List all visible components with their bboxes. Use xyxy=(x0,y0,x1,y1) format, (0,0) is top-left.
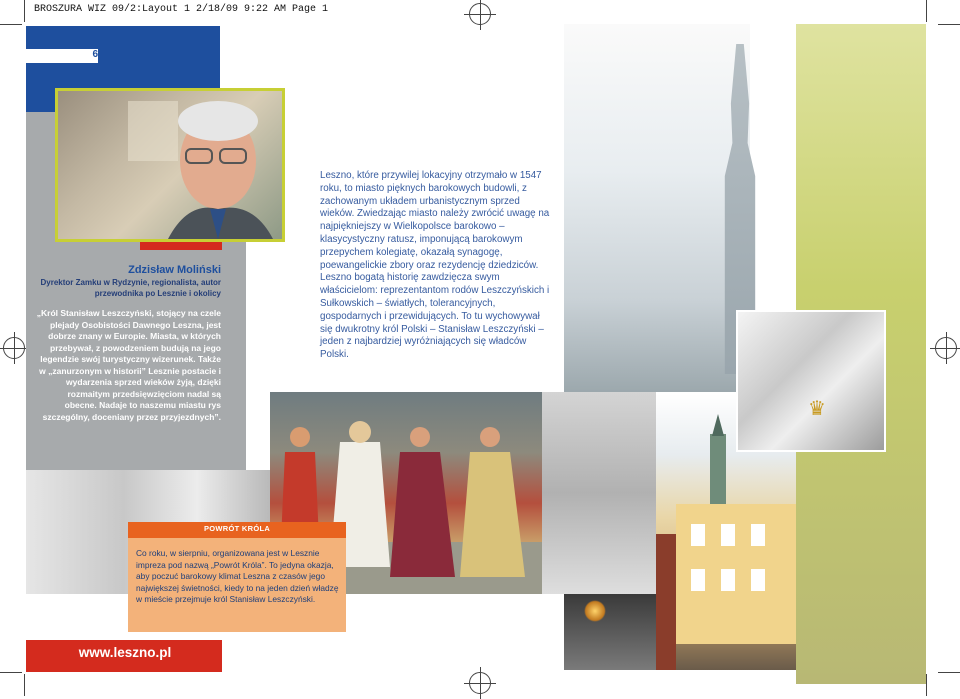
page-number: 6 xyxy=(92,49,98,60)
author-role: Dyrektor Zamku w Rydzynie, regionalista, autor przewodnika po Lesznie i okolicy xyxy=(40,278,221,298)
intro-quote: „Król Stanisław Leszczyński, stojący na czele plejady Osobistości Dawnego Leszna, jest dobrze znany w Europie. Miasta, w których przebywał, z powodzeniem budują na jego legendzie swój turystyczny wizerunek. Także w „zanurzonym w historii” Lesznie postacie i wydarzenia sprzed wieków żyją, dzięki rozmaitym przedsięwzięciom nadal są obecne. Nadaje to naszemu miastu rys szczególny, doceniany przez przyjezdnych”. xyxy=(36,308,221,422)
author-portrait-photo xyxy=(55,88,285,242)
website-link[interactable]: www.leszno.pl xyxy=(78,645,172,660)
registration-mark-icon xyxy=(469,3,491,25)
info-box-text: Co roku, w sierpniu, organizowana jest w Lesznie impreza pod nazwą „Powrót Króla”. To jedyna okazja, aby poczuć barokowy klimat Leszna z czasów jego największej świetności, kiedy to na jeden dzień władzę w mieście przejmuje król Stanisław Leszczyński. xyxy=(136,548,339,604)
crop-mark xyxy=(24,674,25,696)
registration-mark-icon xyxy=(3,337,25,359)
crop-mark xyxy=(24,0,25,22)
print-slug: BROSZURA WIZ 09/2:Layout 1 2/18/09 9:22 AM Page 1 xyxy=(34,4,329,15)
crop-mark xyxy=(0,672,22,673)
crop-mark xyxy=(926,0,927,22)
street-lamp-photo xyxy=(564,594,656,670)
main-article-text: Leszno, które przywilej lokacyjny otrzymało w 1547 roku, to miasto pięknych barokowych budowli, z zachowanym układem urbanistycznym sprzed wieków. Zwiedzając miasto należy zwrócić uwagę na najpiękniejszy w Wielkopolsce barokowo – klasycystyczny ratusz, imponującą barokowym przepychem kolegiatę, okazałą synagogę, poewangelickie zbory oraz rezydencję dziedziców. Leszno bogatą historię zawdzięcza swym właścicielom: reprezentantom rodów Leszczyńskich i Sułkowskich – światłych, tolerancyjnych, gospodarnych i przewidujących. To tu wychowywał się dwukrotny król Polski – Stanisław Leszczyński – jeden z najbardziej wyróżniających się władców Polski. xyxy=(320,170,550,361)
crop-mark xyxy=(0,24,22,25)
registration-mark-icon xyxy=(935,337,957,359)
registration-mark-icon xyxy=(469,672,491,694)
crown-icon: ♛ xyxy=(808,398,826,420)
portrait-illustration xyxy=(58,91,282,239)
info-box-title: POWRÓT KRÓLA xyxy=(203,524,271,533)
author-name: Zdzisław Moliński xyxy=(128,264,221,276)
church-tower-photo xyxy=(564,24,750,392)
red-accent-tab xyxy=(140,242,222,250)
crop-mark xyxy=(938,24,960,25)
lamp-icon xyxy=(584,600,606,622)
baroque-statue-photo xyxy=(736,310,886,452)
crop-mark xyxy=(926,674,927,696)
crop-mark xyxy=(938,672,960,673)
figure-strip-photo xyxy=(542,392,656,594)
